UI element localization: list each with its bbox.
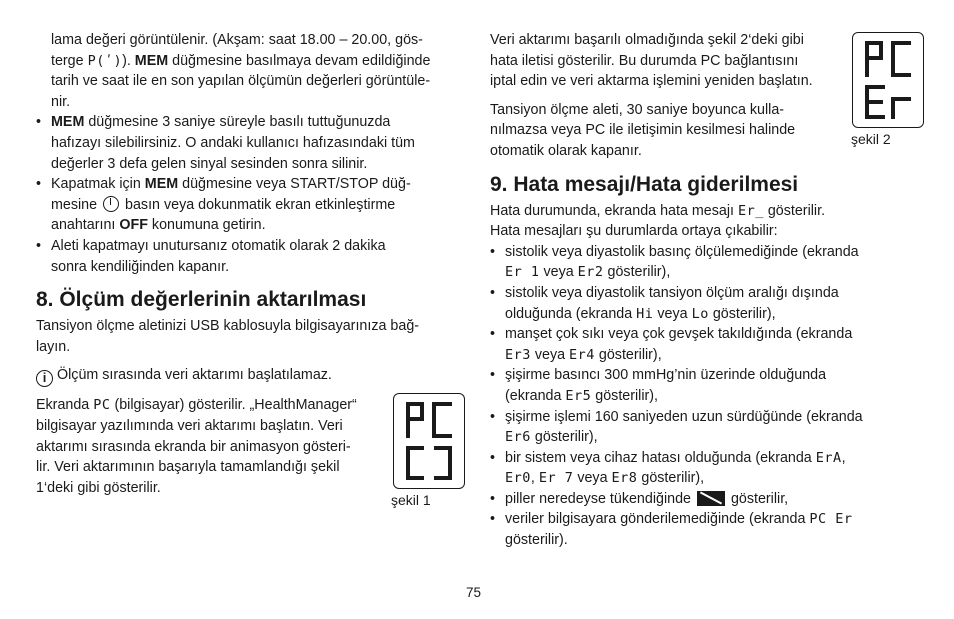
text-span: gösterilir, (726, 490, 789, 507)
mem-label: MEM (51, 114, 85, 131)
intro-line (36, 51, 466, 72)
list-item (490, 242, 915, 283)
text-span: , (530, 470, 539, 487)
paragraph-line: Hata mesajları şu durumlarda ortaya çıkabilir: (490, 223, 778, 240)
list-item (490, 407, 915, 448)
error-code: Er 1 (505, 264, 540, 281)
text-span: gösterilir), (594, 346, 662, 363)
paragraph-line (490, 201, 915, 222)
list-item (490, 448, 915, 489)
text-span: terge (51, 52, 88, 69)
text-span: olduğunda (ekranda (505, 305, 637, 322)
text-span: veya (573, 470, 612, 487)
error-code: Er2 (577, 264, 604, 281)
text-span: sistolik veya diyastolik tansiyon ölçüm aralığı dışında (505, 284, 839, 301)
text-span: düğmesine veya START/STOP düğ- (178, 176, 411, 193)
paragraph-line: Tansiyon ölçme aleti, 30 saniye boyunca kulla- (490, 101, 785, 118)
figure-2-caption: şekil 2 (851, 131, 891, 147)
paragraph-line: aktarımı sırasında ekranda bir animasyon gösteri- (36, 438, 351, 455)
text-span: ). (122, 52, 135, 69)
intro-line: tarih ve saat ile en son yapılan ölçümün değerleri görüntüle- (51, 73, 431, 90)
list-item (36, 112, 466, 174)
text-span: veya (539, 264, 578, 281)
text-span: veya (530, 346, 570, 363)
text-span: manşet çok sıkı veya çok gevşek takıldığında (ekranda (505, 326, 853, 343)
paragraph-line: hata iletisi gösterilir. Bu durumda PC bağlantısını (490, 52, 799, 69)
lcd-pc-error-display (853, 33, 923, 127)
info-icon: i (36, 370, 53, 387)
error-code: Er6 (505, 429, 531, 446)
error-code: Er8 (611, 470, 638, 487)
paragraph-line: lir. Veri aktarımının başarıyla tamamlandığı şekil (36, 459, 340, 476)
text-span: (ekranda (505, 387, 566, 404)
display-symbol: PC (93, 397, 111, 414)
page-number: 75 (466, 585, 482, 600)
text-span: gösterilir), (603, 264, 671, 281)
section-heading: 8. Ölçüm değerlerinin aktarılması (36, 288, 367, 312)
text-span: Kapatmak için (51, 176, 145, 193)
text-span: gösterilir. (763, 202, 826, 219)
text-span: Aleti kapatmayı unutursanız otomatik olarak 2 dakika (51, 237, 386, 254)
text-span: sonra kendiliğinden kapanır. (51, 258, 230, 275)
text-span: mesine (51, 196, 102, 213)
text-span: veya (653, 305, 692, 322)
info-note (36, 365, 466, 387)
error-code: Er0 (505, 470, 531, 487)
error-code: Er3 (505, 346, 531, 363)
text-span: basın veya dokunmatik ekran etkinleştirme (121, 196, 396, 213)
text-span: şişirme işlemi 160 saniyeden uzun sürdüğünde (ekranda (505, 408, 863, 425)
text-span: gösterilir), (530, 429, 598, 446)
power-icon (103, 196, 119, 212)
text-span: , (841, 449, 846, 466)
error-code: PC Er (809, 511, 853, 528)
intro-line: lama değeri görüntülenir. (Akşam: saat 18.00 – 20.00, gös- (51, 32, 423, 48)
text-span: gösterilir), (591, 387, 659, 404)
low-battery-icon (697, 491, 725, 506)
text-span: düğmesine 3 saniye süreyle basılı tuttuğunuzda (84, 114, 391, 131)
error-code: Er 7 (538, 470, 574, 487)
text-span: anahtarını (51, 217, 120, 234)
text-span: gösterilir), (708, 305, 776, 322)
display-symbol: P(ʹ) (87, 52, 123, 69)
list-item (490, 324, 915, 365)
text-span: düğmesine basılmaya devam edildiğinde (168, 52, 431, 69)
text-span: (bilgisayar) gösterilir. „HealthManager“ (110, 397, 357, 414)
paragraph-line: nılmazsa veya PC ile iletişimin kesilmesi halinde (490, 122, 796, 139)
figure-1-caption: şekil 1 (391, 492, 431, 508)
error-code: Er5 (565, 387, 592, 404)
text-span: veriler bilgisayara gönderilemediğinde (ekranda (505, 511, 810, 528)
text-span: piller neredeyse tükendiğinde (505, 490, 695, 507)
intro-paragraph (36, 30, 466, 112)
text-span: şişirme basıncı 300 mmHg’nin üzerinde olduğunda (505, 367, 827, 384)
text-span: Ölçüm sırasında veri aktarımı başlatılamaz. (57, 367, 332, 384)
lcd-figure-1 (393, 393, 465, 489)
list-item (36, 174, 466, 236)
text-span: bir sistem veya cihaz hatası olduğunda (ekranda (505, 449, 816, 466)
list-item (490, 509, 915, 550)
list-item (490, 365, 915, 406)
section-heading: 9. Hata mesajı/Hata giderilmesi (490, 172, 799, 196)
error-code: Hi (636, 305, 654, 322)
list-item (490, 489, 915, 510)
paragraph-line: bilgisayar yazılımında veri aktarımı başlatın. Veri (36, 417, 343, 434)
paragraph-line: iptal edin ve veri aktarma işlemini yeniden başlatın. (490, 73, 813, 90)
off-label: OFF (119, 217, 148, 234)
list-item (490, 283, 915, 324)
lcd-pc-transfer-display (394, 394, 464, 488)
text-span: değerler 3 defa gelen sinyal sesinden sonra silinir. (51, 155, 368, 172)
text-span: sistolik veya diyastolik basınç ölçülemediğinde (ekranda (505, 243, 859, 260)
error-code: ErA (815, 449, 842, 466)
error-code: Er4 (569, 346, 595, 363)
paragraph-line: otomatik olarak kapanır. (490, 142, 642, 159)
error-code: Er_ (737, 202, 764, 219)
text-span: Hata durumunda, ekranda hata mesajı (490, 202, 738, 219)
text-span: gösterilir), (637, 470, 705, 487)
bullet-list (36, 112, 466, 277)
paragraph-line: Tansiyon ölçme aletinizi USB kablosuyla bilgisayarınıza bağ- (36, 318, 420, 335)
intro-line: nir. (51, 93, 71, 110)
text-span: Ekranda (36, 397, 94, 414)
list-item (36, 236, 466, 277)
lcd-figure-2 (852, 32, 924, 128)
text-span: hafızayı silebilirsiniz. O andaki kullanıcı hafızasındaki tüm (51, 134, 415, 151)
paragraph-line: 1‘deki gibi gösterilir. (36, 479, 161, 496)
mem-label: MEM (134, 52, 169, 69)
paragraph-line: layın. (36, 338, 71, 355)
mem-label: MEM (144, 176, 179, 193)
error-list (490, 242, 915, 551)
text-span: gösterilir). (505, 532, 568, 549)
error-code: Lo (691, 305, 709, 322)
paragraph-line: Veri aktarımı başarılı olmadığında şekil 2‘deki gibi (490, 32, 804, 48)
text-span: konumuna getirin. (147, 217, 266, 234)
